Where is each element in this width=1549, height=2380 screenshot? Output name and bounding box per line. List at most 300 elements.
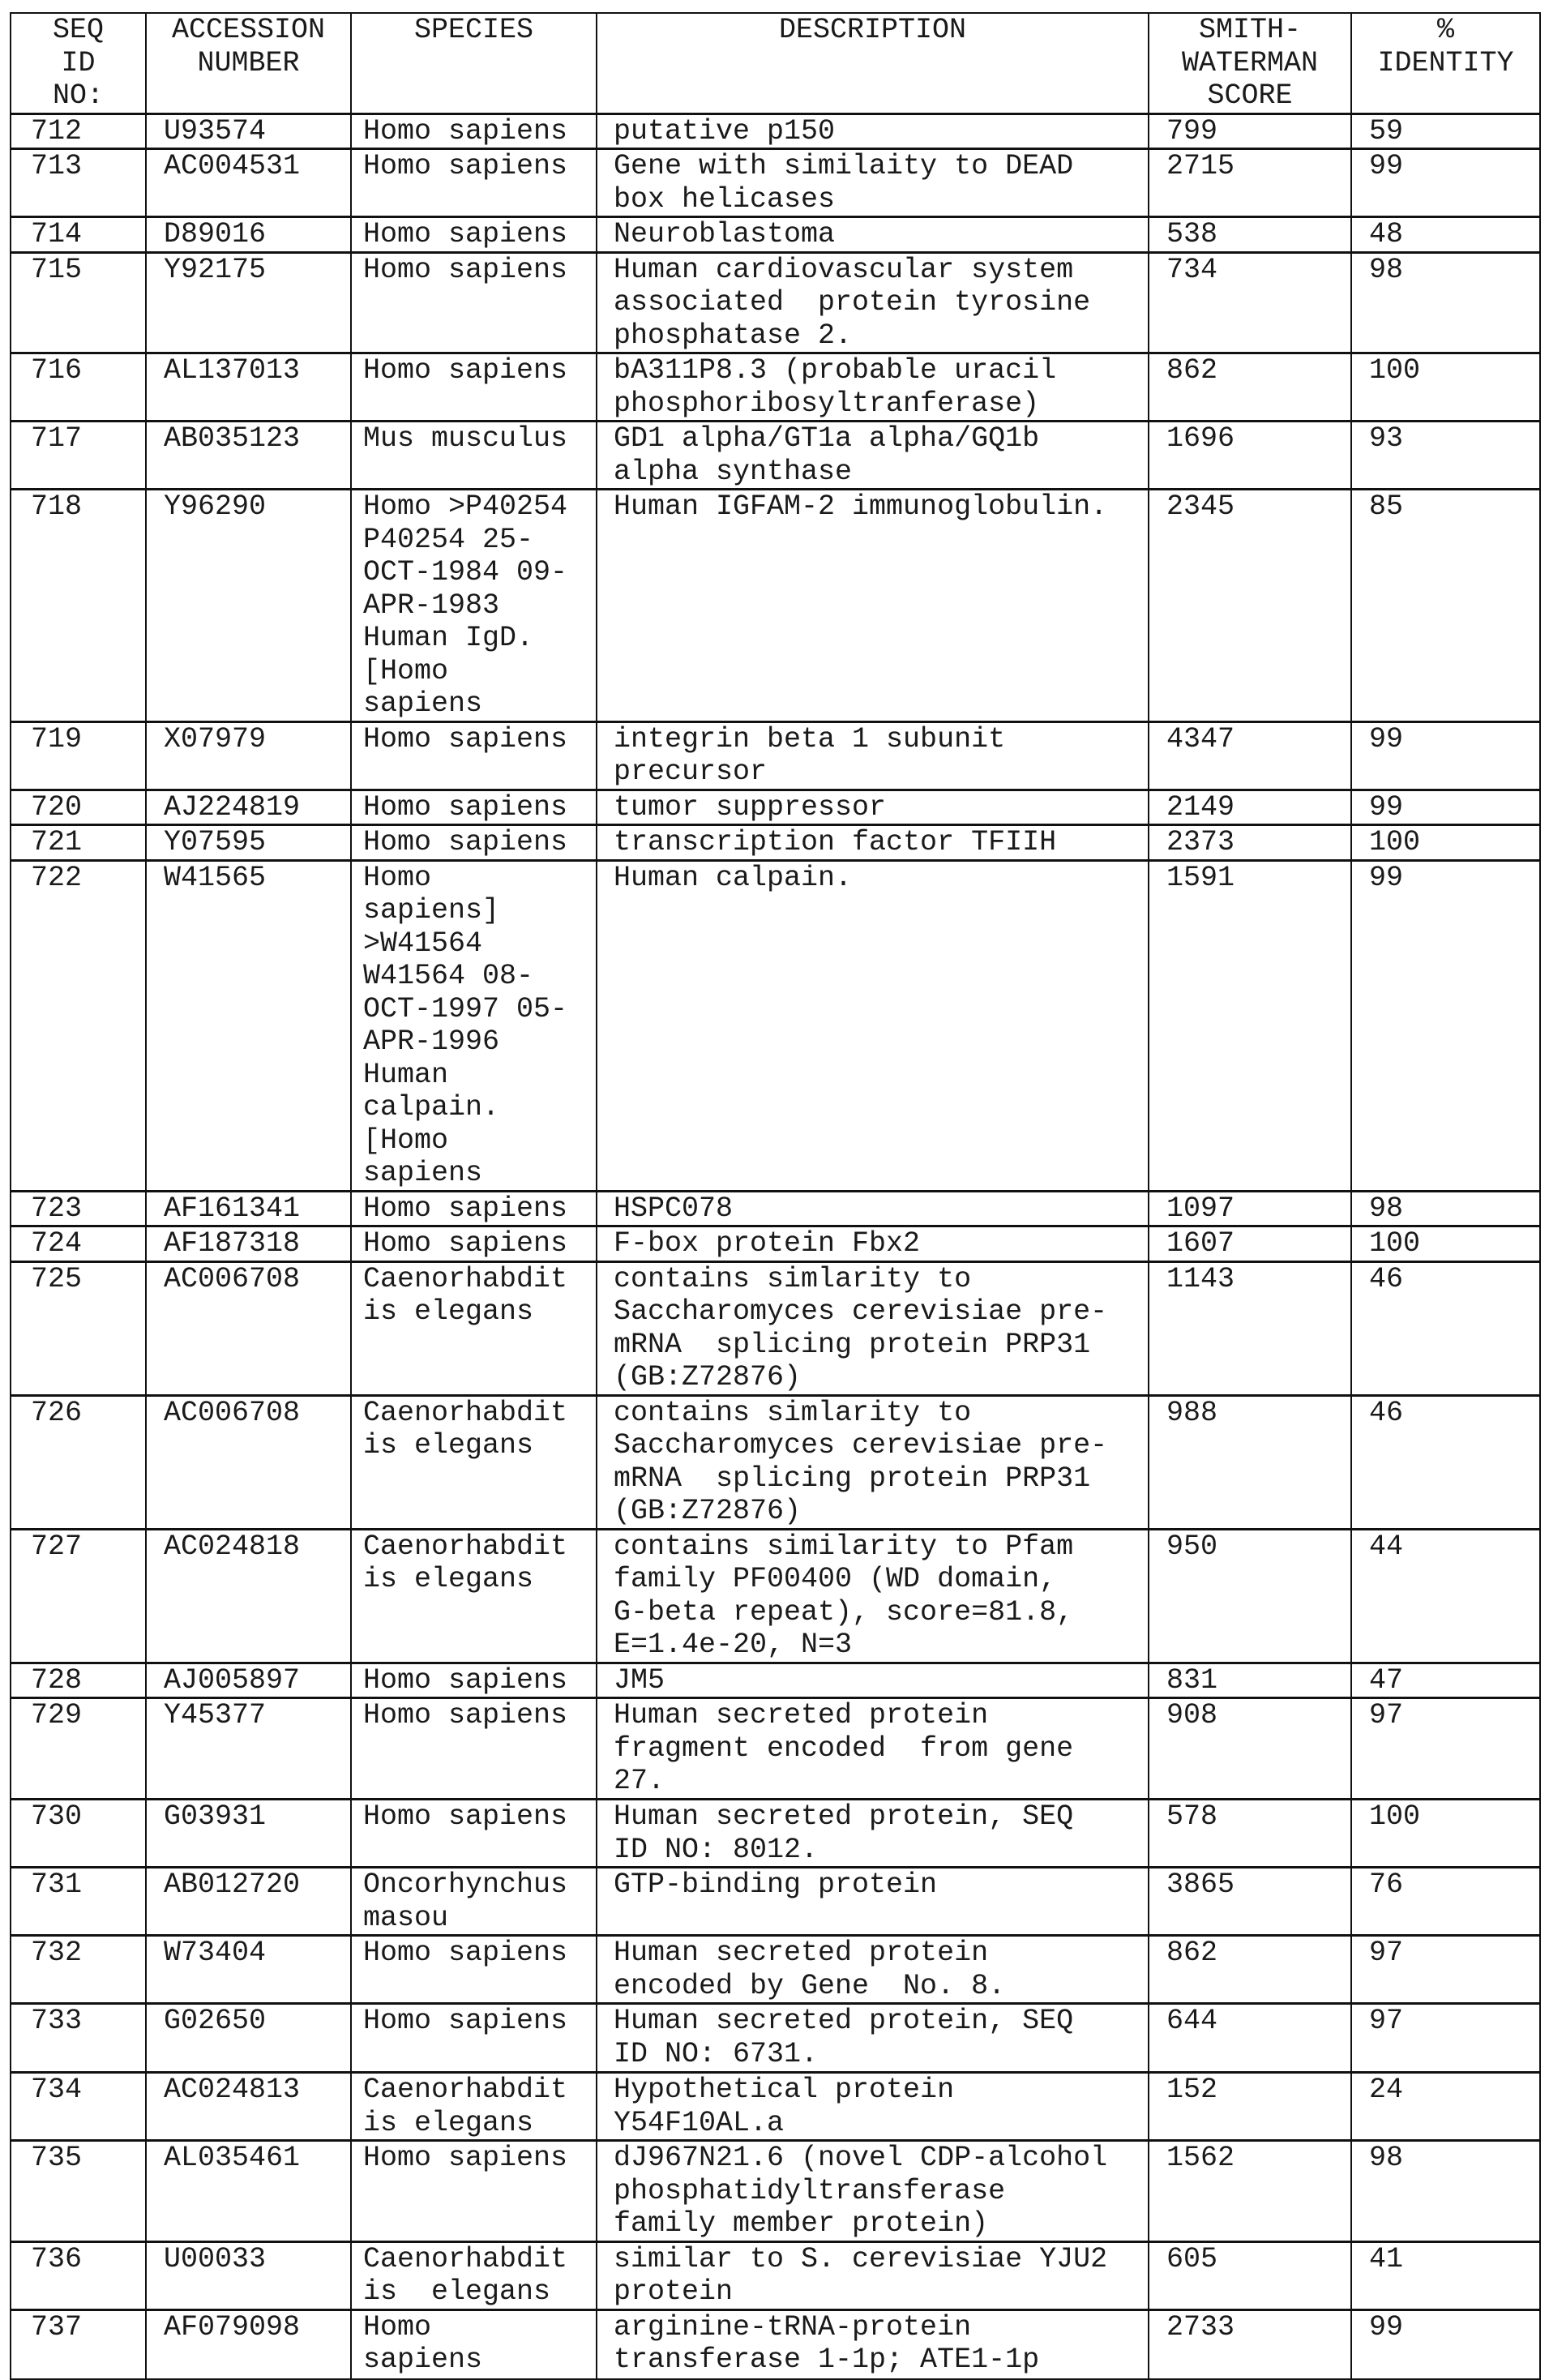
description-cell-line: alpha synthase [614, 455, 853, 488]
accession-number-cell: D89016 [146, 217, 351, 253]
seq-id-cell: 729 [11, 1698, 146, 1800]
table-row [11, 1529, 1540, 1663]
smith-waterman-score-cell: 1696 [1149, 422, 1351, 490]
species-cell [351, 2073, 597, 2141]
header-line: ACCESSION [171, 14, 326, 46]
seq-id-cell: 716 [11, 353, 146, 422]
species-cell [351, 860, 597, 1191]
species-cell-line: Caenorhabdit [363, 1530, 568, 1563]
header-line: IDENTITY [1377, 46, 1514, 79]
header-seq-id [11, 13, 146, 113]
smith-waterman-score-cell: 2733 [1149, 2309, 1351, 2379]
table-row [11, 149, 1540, 217]
species-cell-line: masou [363, 1901, 449, 1934]
table-row [11, 113, 1540, 149]
species-cell-line: Homo sapiens [363, 150, 568, 182]
seq-id-cell: 722 [11, 860, 146, 1191]
smith-waterman-score-cell: 2149 [1149, 790, 1351, 825]
description-cell-line: contains simlarity to [614, 1262, 972, 1295]
description-cell-line: Y54F10AL.a [614, 2106, 785, 2139]
description-cell [597, 1800, 1149, 1868]
seq-id-cell: 733 [11, 2004, 146, 2073]
description-cell-line: similar to S. cerevisiae YJU2 [614, 2242, 1108, 2275]
accession-number-cell: U93574 [146, 113, 351, 149]
table-row [11, 252, 1540, 353]
description-cell [597, 217, 1149, 253]
species-cell [351, 1698, 597, 1800]
accession-number-cell: G03931 [146, 1800, 351, 1868]
accession-number-cell: W41565 [146, 860, 351, 1191]
species-cell [351, 490, 597, 722]
species-cell-line: Homo sapiens [363, 1699, 568, 1731]
seq-id-cell: 721 [11, 825, 146, 861]
seq-id-cell: 731 [11, 1868, 146, 1936]
table-row [11, 825, 1540, 861]
description-cell-line: G-beta repeat), score=81.8, [614, 1595, 1074, 1629]
description-cell-line: (GB:Z72876) [614, 1495, 802, 1527]
table-row [11, 2309, 1540, 2379]
description-cell-line: JM5 [614, 1663, 665, 1697]
accession-number-cell: AC004531 [146, 149, 351, 217]
description-cell [597, 1395, 1149, 1529]
description-cell-line: mRNA splicing protein PRP31 [614, 1462, 1091, 1495]
species-cell [351, 422, 597, 490]
species-cell-line: Homo sapiens [363, 354, 568, 387]
description-cell-line: F-box protein Fbx2 [614, 1227, 921, 1260]
species-cell [351, 2241, 597, 2309]
seq-id-cell: 712 [11, 113, 146, 149]
description-cell [597, 790, 1149, 825]
accession-number-cell: AB035123 [146, 422, 351, 490]
description-cell-line: 27. [614, 1765, 665, 1797]
accession-number-cell: AL137013 [146, 353, 351, 422]
accession-number-cell: Y07595 [146, 825, 351, 861]
species-cell [351, 1800, 597, 1868]
accession-number-cell: AL035461 [146, 2141, 351, 2242]
accession-number-cell: AF079098 [146, 2309, 351, 2379]
percent-identity-cell: 85 [1351, 490, 1540, 722]
description-cell [597, 422, 1149, 490]
species-cell-line: sapiens] [363, 894, 500, 927]
percent-identity-cell: 99 [1351, 2309, 1540, 2379]
species-cell [351, 2004, 597, 2073]
species-cell-line: Oncorhynchus [363, 1868, 568, 1901]
header-line: % [1436, 14, 1454, 46]
species-cell-line: Homo sapiens [363, 1800, 568, 1833]
species-cell [351, 790, 597, 825]
description-cell-line: integrin beta 1 subunit [614, 722, 1006, 756]
species-cell-line: Homo sapiens [363, 114, 568, 148]
table-row [11, 1936, 1540, 2004]
species-cell-line: APR-1983 [363, 589, 500, 622]
species-cell [351, 217, 597, 253]
description-cell-line: (GB:Z72876) [614, 1361, 802, 1393]
sequence-similarity-table [10, 12, 1541, 2380]
species-cell-line: Homo sapiens [363, 218, 568, 250]
percent-identity-cell: 98 [1351, 1191, 1540, 1226]
seq-id-cell: 713 [11, 149, 146, 217]
smith-waterman-score-cell: 799 [1149, 113, 1351, 149]
smith-waterman-score-cell: 2345 [1149, 490, 1351, 722]
seq-id-cell: 735 [11, 2141, 146, 2242]
description-cell [597, 2073, 1149, 2141]
seq-id-cell: 720 [11, 790, 146, 825]
species-cell [351, 2309, 597, 2379]
table-row [11, 1191, 1540, 1226]
description-cell-line: precursor [614, 756, 768, 788]
description-cell [597, 860, 1149, 1191]
accession-number-cell: Y96290 [146, 490, 351, 722]
species-cell-line: Homo sapiens [363, 1663, 568, 1697]
description-cell-line: Human secreted protein [614, 1937, 989, 1969]
species-cell-line: P40254 25- [363, 523, 534, 556]
seq-id-cell: 723 [11, 1191, 146, 1226]
description-cell [597, 113, 1149, 149]
description-cell-line: Hypothetical protein [614, 2074, 955, 2106]
accession-number-cell: AC024818 [146, 1529, 351, 1663]
species-cell [351, 1191, 597, 1226]
header-line: NUMBER [197, 46, 300, 79]
description-cell-line: Human secreted protein, SEQ [614, 2005, 1074, 2037]
percent-identity-cell: 99 [1351, 860, 1540, 1191]
seq-id-cell: 736 [11, 2241, 146, 2309]
table-row [11, 2141, 1540, 2242]
accession-number-cell: AC006708 [146, 1261, 351, 1395]
species-cell-line: Homo sapiens [363, 253, 568, 286]
species-cell [351, 825, 597, 861]
description-cell-line: contains similarity to Pfam [614, 1530, 1074, 1563]
smith-waterman-score-cell: 644 [1149, 2004, 1351, 2073]
species-cell [351, 1226, 597, 1262]
species-cell-line: Homo sapiens [363, 2142, 568, 2174]
seq-id-cell: 734 [11, 2073, 146, 2141]
percent-identity-cell: 98 [1351, 252, 1540, 353]
species-cell-line: Homo sapiens [363, 790, 568, 824]
description-cell-line: Neuroblastoma [614, 218, 836, 250]
accession-number-cell: U00033 [146, 2241, 351, 2309]
species-cell-line: Homo [363, 2310, 432, 2344]
species-cell-line: Homo >P40254 [363, 490, 568, 523]
description-cell-line: ID NO: 6731. [614, 2037, 819, 2070]
species-cell-line: Human [363, 1058, 449, 1091]
accession-number-cell: AF161341 [146, 1191, 351, 1226]
table-row [11, 790, 1540, 825]
description-cell-line: Human calpain. [614, 861, 853, 894]
seq-id-cell: 728 [11, 1663, 146, 1698]
description-cell-line: dJ967N21.6 (novel CDP-alcohol [614, 2142, 1108, 2174]
accession-number-cell: Y92175 [146, 252, 351, 353]
description-cell-line: mRNA splicing protein PRP31 [614, 1328, 1091, 1361]
smith-waterman-score-cell: 908 [1149, 1698, 1351, 1800]
species-cell-line: Homo sapiens [363, 1227, 568, 1260]
species-cell-line: Caenorhabdit [363, 1396, 568, 1429]
description-cell-line: HSPC078 [614, 1192, 734, 1225]
description-cell-line: Human secreted protein, SEQ [614, 1800, 1074, 1833]
smith-waterman-score-cell: 2715 [1149, 149, 1351, 217]
description-cell-line: GD1 alpha/GT1a alpha/GQ1b [614, 422, 1040, 455]
description-cell-line: arginine-tRNA-protein [614, 2310, 972, 2344]
smith-waterman-score-cell: 862 [1149, 1936, 1351, 2004]
description-cell-line: Human cardiovascular system [614, 253, 1074, 286]
accession-number-cell: W73404 [146, 1936, 351, 2004]
percent-identity-cell: 97 [1351, 1936, 1540, 2004]
accession-number-cell: AB012720 [146, 1868, 351, 1936]
smith-waterman-score-cell: 831 [1149, 1663, 1351, 1698]
seq-id-cell: 719 [11, 721, 146, 790]
description-cell-line: GTP-binding protein [614, 1868, 938, 1901]
description-cell [597, 1868, 1149, 1936]
percent-identity-cell: 44 [1351, 1529, 1540, 1663]
header-accession-number [146, 13, 351, 113]
species-cell-line: >W41564 [363, 927, 483, 960]
seq-id-cell: 714 [11, 217, 146, 253]
description-cell [597, 490, 1149, 722]
percent-identity-cell: 99 [1351, 149, 1540, 217]
description-cell-line: E=1.4e-20, N=3 [614, 1629, 853, 1661]
species-cell-line: is elegans [363, 1295, 534, 1328]
table-row [11, 1395, 1540, 1529]
description-cell-line: Human secreted protein [614, 1699, 989, 1731]
table-row [11, 2241, 1540, 2309]
description-cell [597, 721, 1149, 790]
header-description [597, 13, 1149, 113]
seq-id-cell: 724 [11, 1226, 146, 1262]
species-cell-line: Homo sapiens [363, 2005, 568, 2037]
species-cell [351, 149, 597, 217]
description-cell-line: ID NO: 8012. [614, 1833, 819, 1866]
description-cell-line: phosphatidyltransferase [614, 2174, 1006, 2207]
percent-identity-cell: 76 [1351, 1868, 1540, 1936]
smith-waterman-score-cell: 1607 [1149, 1226, 1351, 1262]
header-line: SCORE [1207, 79, 1293, 112]
description-cell-line: Saccharomyces cerevisiae pre- [614, 1429, 1108, 1462]
header-species [351, 13, 597, 113]
description-cell-line: associated protein tyrosine [614, 286, 1091, 319]
percent-identity-cell: 41 [1351, 2241, 1540, 2309]
header-percent-identity [1351, 13, 1540, 113]
table-row [11, 1698, 1540, 1800]
percent-identity-cell: 48 [1351, 217, 1540, 253]
smith-waterman-score-cell: 862 [1149, 353, 1351, 422]
species-cell-line: APR-1996 [363, 1025, 500, 1058]
table-row [11, 1261, 1540, 1395]
accession-number-cell: G02650 [146, 2004, 351, 2073]
percent-identity-cell: 59 [1351, 113, 1540, 149]
seq-id-cell: 718 [11, 490, 146, 722]
seq-id-cell: 726 [11, 1395, 146, 1529]
species-cell [351, 1395, 597, 1529]
percent-identity-cell: 100 [1351, 1800, 1540, 1868]
smith-waterman-score-cell: 605 [1149, 2241, 1351, 2309]
description-cell-line: Gene with similaity to DEAD [614, 150, 1074, 182]
table-row [11, 353, 1540, 422]
species-cell-line: Caenorhabdit [363, 1262, 568, 1295]
table-row [11, 860, 1540, 1191]
description-cell-line: tumor suppressor [614, 790, 887, 824]
percent-identity-cell: 47 [1351, 1663, 1540, 1698]
accession-number-cell: AC006708 [146, 1395, 351, 1529]
species-cell [351, 353, 597, 422]
percent-identity-cell: 97 [1351, 2004, 1540, 2073]
description-cell [597, 1663, 1149, 1698]
header-line: ID [61, 46, 96, 79]
species-cell-line: [Homo [363, 654, 449, 687]
smith-waterman-score-cell: 3865 [1149, 1868, 1351, 1936]
description-cell [597, 1191, 1149, 1226]
description-cell [597, 252, 1149, 353]
species-cell-line: sapiens [363, 2344, 483, 2376]
table-row [11, 1800, 1540, 1868]
seq-id-cell: 737 [11, 2309, 146, 2379]
description-cell [597, 149, 1149, 217]
table-row [11, 721, 1540, 790]
description-cell-line: contains simlarity to [614, 1396, 972, 1429]
accession-number-cell: AJ005897 [146, 1663, 351, 1698]
percent-identity-cell: 46 [1351, 1261, 1540, 1395]
species-cell-line: [Homo [363, 1124, 449, 1157]
header-line: WATERMAN [1181, 46, 1319, 79]
header-line: SPECIES [413, 14, 534, 46]
accession-number-cell: AC024813 [146, 2073, 351, 2141]
smith-waterman-score-cell: 734 [1149, 252, 1351, 353]
header-line: SMITH- [1198, 14, 1302, 46]
description-cell-line: phosphatase 2. [614, 319, 853, 352]
percent-identity-cell: 100 [1351, 353, 1540, 422]
species-cell-line: Caenorhabdit [363, 2242, 568, 2275]
table-body [11, 113, 1540, 2379]
seq-id-cell: 717 [11, 422, 146, 490]
description-cell-line: transferase 1-1p; ATE1-1p [614, 2344, 1040, 2376]
percent-identity-cell: 100 [1351, 1226, 1540, 1262]
description-cell-line: bA311P8.3 (probable uracil [614, 354, 1057, 387]
species-cell-line: is elegans [363, 2106, 534, 2139]
species-cell-line: is elegans [363, 2275, 551, 2308]
seq-id-cell: 725 [11, 1261, 146, 1395]
description-cell-line: box helicases [614, 182, 836, 216]
smith-waterman-score-cell: 4347 [1149, 721, 1351, 790]
description-cell [597, 825, 1149, 861]
percent-identity-cell: 99 [1351, 790, 1540, 825]
smith-waterman-score-cell: 1562 [1149, 2141, 1351, 2242]
species-cell-line: sapiens [363, 687, 483, 720]
description-cell [597, 2309, 1149, 2379]
species-cell-line: Mus musculus [363, 422, 568, 455]
accession-number-cell: Y45377 [146, 1698, 351, 1800]
description-cell [597, 1698, 1149, 1800]
table-row [11, 1868, 1540, 1936]
species-cell-line: is elegans [363, 1563, 534, 1595]
smith-waterman-score-cell: 1591 [1149, 860, 1351, 1191]
species-cell [351, 113, 597, 149]
description-cell-line: fragment encoded from gene [614, 1731, 1074, 1765]
species-cell [351, 1529, 597, 1663]
species-cell-line: OCT-1997 05- [363, 992, 568, 1025]
table-row [11, 2004, 1540, 2073]
description-cell-line: Saccharomyces cerevisiae pre- [614, 1295, 1108, 1328]
table-row [11, 217, 1540, 253]
percent-identity-cell: 99 [1351, 721, 1540, 790]
description-cell-line: family PF00400 (WD domain, [614, 1563, 1057, 1595]
percent-identity-cell: 100 [1351, 825, 1540, 861]
seq-id-cell: 732 [11, 1936, 146, 2004]
description-cell [597, 2141, 1149, 2242]
description-cell [597, 2241, 1149, 2309]
species-cell [351, 1868, 597, 1936]
species-cell [351, 252, 597, 353]
header-line: SEQ [52, 14, 104, 46]
accession-number-cell: AF187318 [146, 1226, 351, 1262]
smith-waterman-score-cell: 1097 [1149, 1191, 1351, 1226]
description-cell [597, 1936, 1149, 2004]
smith-waterman-score-cell: 2373 [1149, 825, 1351, 861]
description-cell-line: putative p150 [614, 114, 836, 148]
table-row [11, 1663, 1540, 1698]
description-cell [597, 1261, 1149, 1395]
species-cell [351, 2141, 597, 2242]
description-cell-line: protein [614, 2275, 734, 2308]
accession-number-cell: AJ224819 [146, 790, 351, 825]
percent-identity-cell: 98 [1351, 2141, 1540, 2242]
species-cell-line: Homo sapiens [363, 722, 568, 756]
species-cell [351, 721, 597, 790]
header-line: NO: [52, 79, 104, 112]
species-cell-line: Homo sapiens [363, 826, 568, 858]
species-cell [351, 1261, 597, 1395]
table-row [11, 422, 1540, 490]
description-cell-line: transcription factor TFIIH [614, 826, 1057, 858]
percent-identity-cell: 93 [1351, 422, 1540, 490]
percent-identity-cell: 46 [1351, 1395, 1540, 1529]
species-cell-line: Homo sapiens [363, 1937, 568, 1969]
species-cell-line: OCT-1984 09- [363, 556, 568, 589]
description-cell-line: family member protein) [614, 2207, 989, 2240]
description-cell [597, 1529, 1149, 1663]
species-cell-line: is elegans [363, 1429, 534, 1462]
species-cell-line: calpain. [363, 1091, 500, 1124]
smith-waterman-score-cell: 538 [1149, 217, 1351, 253]
description-cell-line: phosphoribosyltranferase) [614, 387, 1040, 420]
smith-waterman-score-cell: 988 [1149, 1395, 1351, 1529]
species-cell [351, 1936, 597, 2004]
header-smith-waterman-score [1149, 13, 1351, 113]
smith-waterman-score-cell: 152 [1149, 2073, 1351, 2141]
smith-waterman-score-cell: 578 [1149, 1800, 1351, 1868]
species-cell-line: Caenorhabdit [363, 2074, 568, 2106]
species-cell-line: Human IgD. [363, 622, 534, 654]
description-cell [597, 1226, 1149, 1262]
table-row [11, 490, 1540, 722]
seq-id-cell: 730 [11, 1800, 146, 1868]
species-cell [351, 1663, 597, 1698]
percent-identity-cell: 97 [1351, 1698, 1540, 1800]
species-cell-line: W41564 08- [363, 960, 534, 992]
smith-waterman-score-cell: 1143 [1149, 1261, 1351, 1395]
description-cell [597, 353, 1149, 422]
table-row [11, 1226, 1540, 1262]
description-cell-line: Human IGFAM-2 immunoglobulin. [614, 490, 1108, 523]
header-line: DESCRIPTION [778, 14, 967, 46]
percent-identity-cell: 24 [1351, 2073, 1540, 2141]
species-cell-line: Homo [363, 861, 432, 894]
description-cell-line: encoded by Gene No. 8. [614, 1969, 1006, 2002]
species-cell-line: Homo sapiens [363, 1192, 568, 1225]
seq-id-cell: 727 [11, 1529, 146, 1663]
smith-waterman-score-cell: 950 [1149, 1529, 1351, 1663]
accession-number-cell: X07979 [146, 721, 351, 790]
table-row [11, 2073, 1540, 2141]
description-cell [597, 2004, 1149, 2073]
species-cell-line: sapiens [363, 1157, 483, 1189]
